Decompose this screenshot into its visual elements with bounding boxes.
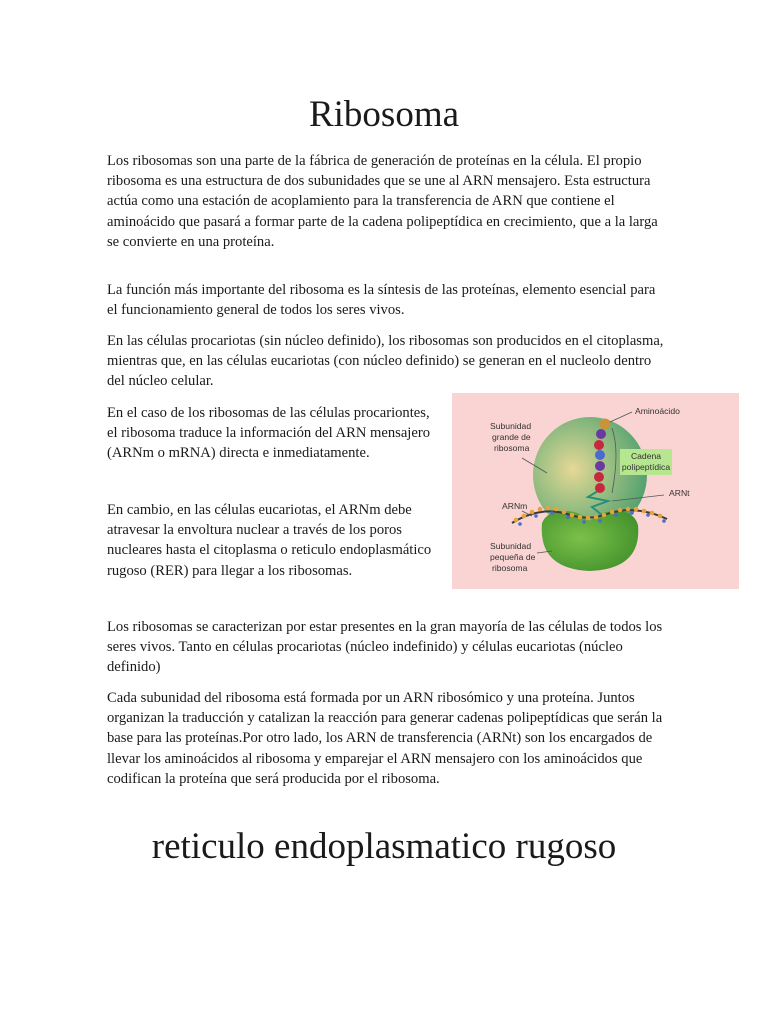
amino-acid-bead [600,419,611,430]
large-subunit-label-line-1: Subunidad [490,421,532,431]
paragraph-procariotas-eucariotas: En las células procariotas (sin núcleo definido), los ribosomas son producidos en el citoplasma, mientras que, en las células eucariotas (con núcleo definido) se generan en el nucleolo dentro del núcleo celular. [107,333,664,390]
small-subunit-label-line-3: ribosoma [492,563,528,573]
large-subunit-label-line-3: ribosoma [494,443,530,453]
paragraph-subunits: Cada subunidad del ribosoma está formada por un ARN ribosómico y una proteína. Juntos organizan la traducción y catalizan la reacción para generar cadenas polipeptídicas que serán la base para las proteínas.Por otro lado, los ARN de transferencia (ARNt) son los encargados de llevar los aminoácidos al ribosoma y emparejar el ARN mensajero con los aminoácidos que codifican la proteína que será producida por el ribosoma. [107,690,663,787]
section-title: reticulo endoplasmatico rugoso [151,826,617,867]
large-subunit-label-line-2: grande de [492,432,531,442]
paragraph-procariontes: En el caso de los ribosomas de las células procariontes, el ribosoma traduce la información del ARN mensajero (ARNm o mRNA) directa e inmediatamente. [107,405,430,462]
page-title: Ribosoma [308,94,460,135]
trna-label: ARNt [669,488,690,498]
ribosome-diagram [452,393,739,589]
amino-acid-label: Aminoácido [635,406,680,416]
small-subunit-label-line-1: Subunidad [490,541,532,551]
paragraph-intro: Los ribosomas son una parte de la fábrica de generación de proteínas en la célula. El propio ribosoma es una estructura de dos subunidades que se une al ARN mensajero. Esta estructura actúa como una estación de acoplamiento para la transferencia de ARN que contiene el aminoácido que pasará a formar parte de la cadena polipeptídica en crecimiento, que a la larga se convierte en una proteína. [107,153,658,250]
chain-label-line-1: Cadena [630,451,662,461]
mrna-label: ARNm [502,501,528,511]
paragraph-function: La función más importante del ribosoma es la síntesis de las proteínas, elemento esencial para el funcionamiento general de todos los seres vivos. [107,282,656,319]
chain-label-line-2: polipeptídica [621,462,671,472]
paragraph-eucariotas: En cambio, en las células eucariotas, el ARNm debe atravesar la envoltura nuclear a través de los poros nucleares hasta el citoplasma o reticulo endoplasmático rugoso (RER) para llegar a los ribosomas. [107,502,432,579]
small-subunit-label-line-2: pequeña de [490,552,536,562]
paragraph-presence: Los ribosomas se caracterizan por estar presentes en la gran mayoría de las células de todos los seres vivos. Tanto en células procariotas (núcleo indefinido) y células eucariotas (núcleo definido) [107,619,663,676]
ribosome-diagram-svg [452,393,739,589]
